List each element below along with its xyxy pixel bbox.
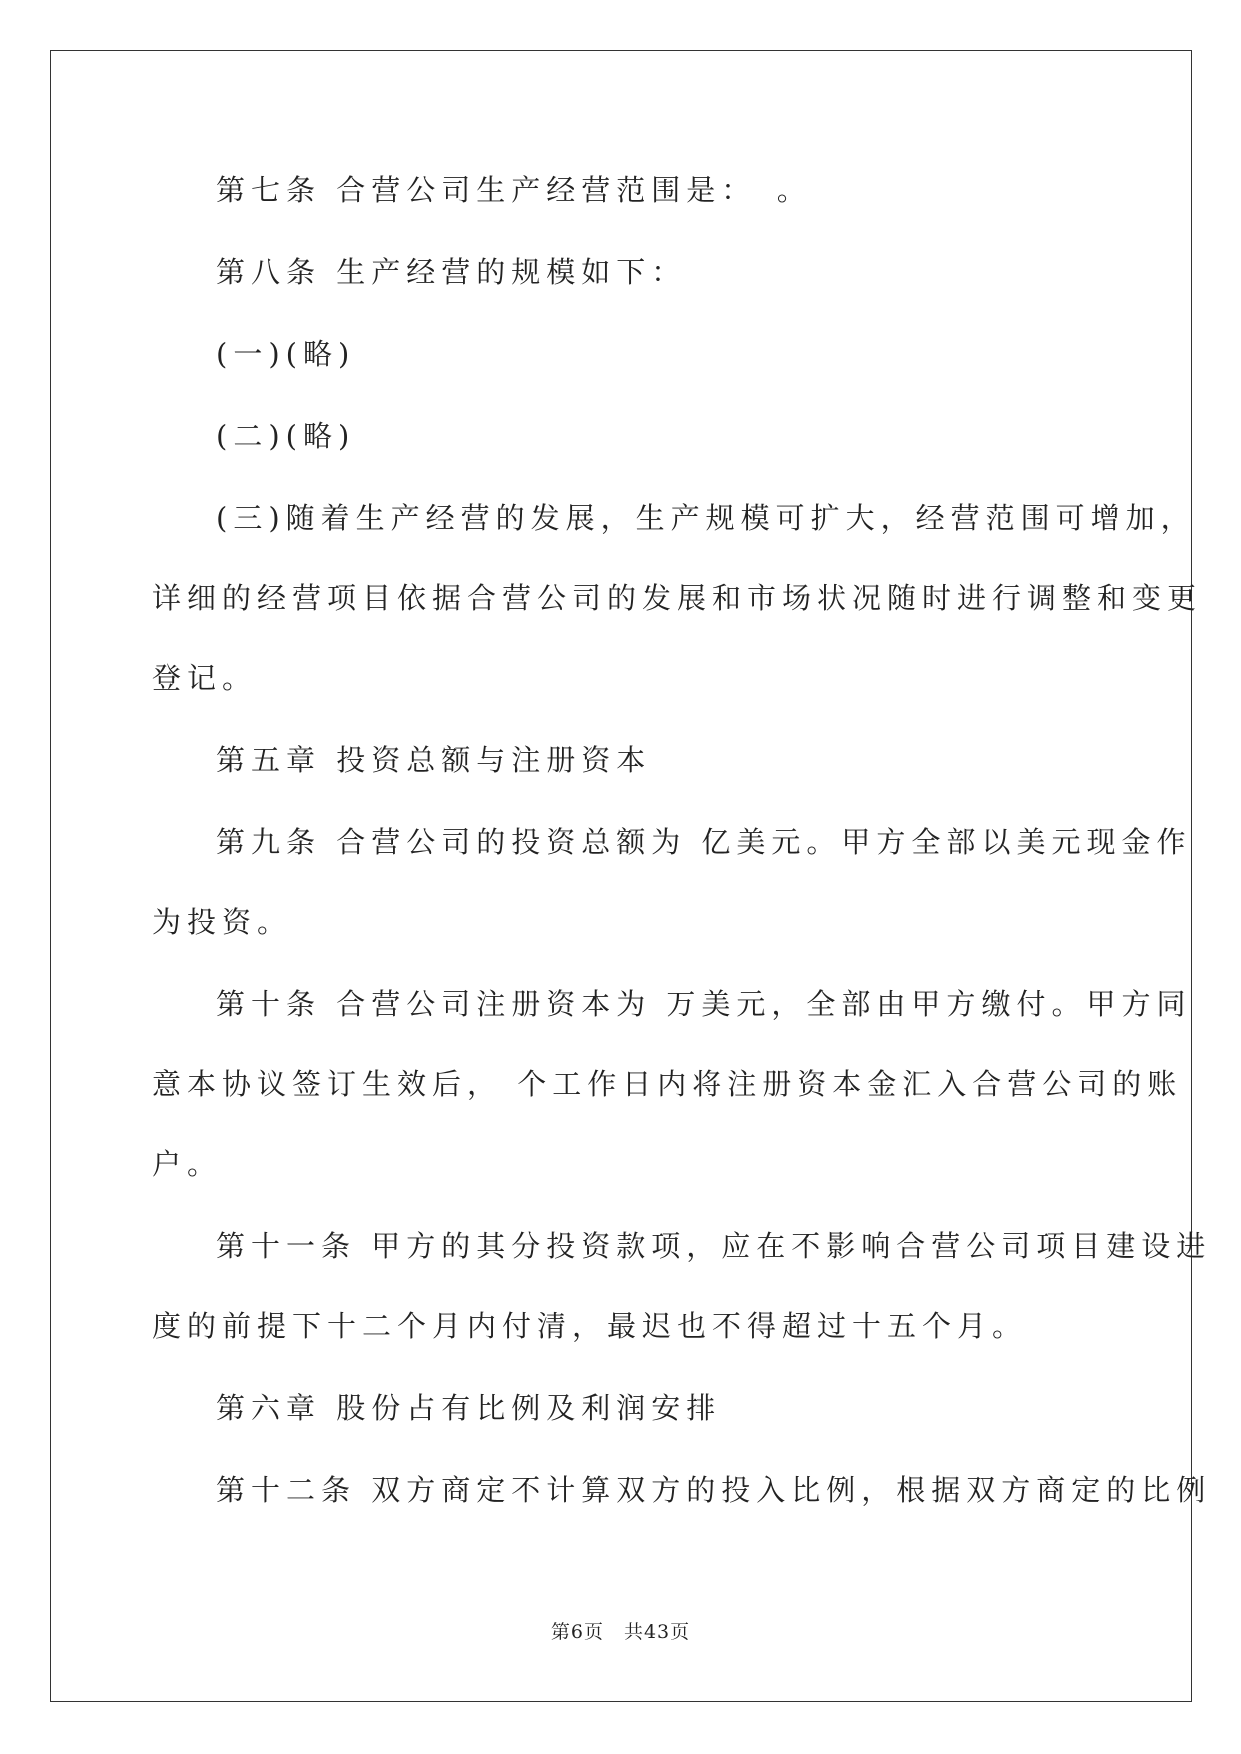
article-8: 第八条 生产经营的规模如下： [216,255,687,289]
page-footer [0,1620,1241,1644]
article-10-line-3: 户。 [152,1147,223,1181]
article-12-line-1: 第十二条 双方商定不计算双方的投入比例，根据双方商定的比例 [216,1473,1212,1507]
article-8-item-3-line-3: 登记。 [152,661,258,695]
article-10-line-1: 第十条 合营公司注册资本为 万美元，全部由甲方缴付。甲方同 [216,987,1192,1021]
article-10-line-2: 意本协议签订生效后， 个工作日内将注册资本金汇入合营公司的账 [152,1067,1183,1101]
page-border [50,50,1192,1702]
article-11-line-2: 度的前提下十二个月内付清，最迟也不得超过十五个月。 [152,1309,1028,1343]
article-8-item-2: (二)(略) [216,419,356,453]
article-7: 第七条 合营公司生产经营范围是： 。 [216,173,812,207]
article-9-line-1: 第九条 合营公司的投资总额为 亿美元。甲方全部以美元现金作 [216,825,1192,859]
article-9-line-2: 为投资。 [152,905,293,939]
article-11-line-1: 第十一条 甲方的其分投资款项，应在不影响合营公司项目建设进 [216,1229,1212,1263]
article-8-item-3-line-2: 详细的经营项目依据合营公司的发展和市场状况随时进行调整和变更 [152,581,1203,615]
article-8-item-3-line-1: (三)随着生产经营的发展，生产规模可扩大，经营范围可增加， [216,501,1196,535]
chapter-6-heading: 第六章 股份占有比例及利润安排 [216,1391,722,1425]
article-8-item-1: (一)(略) [216,337,356,371]
page-number-label: 第6页 共43页 [550,1621,691,1643]
chapter-5-heading: 第五章 投资总额与注册资本 [216,743,652,777]
